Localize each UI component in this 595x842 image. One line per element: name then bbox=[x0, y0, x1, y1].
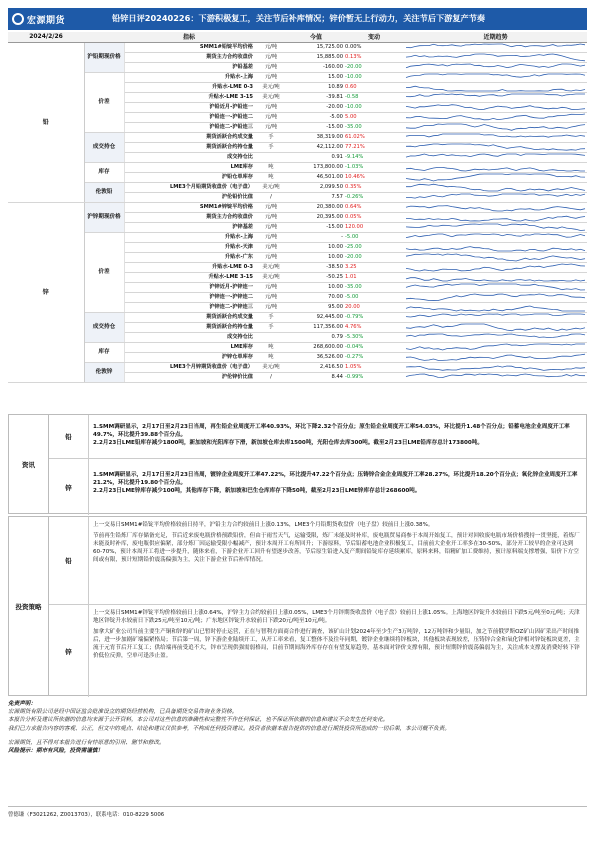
change-cell: 0.35% bbox=[344, 182, 404, 192]
change-cell: 5.00 bbox=[344, 112, 404, 122]
indicator-name: SMM1#锌锭平均价格 bbox=[124, 202, 254, 212]
strategy-zinc-block bbox=[49, 605, 586, 697]
value-cell: 0.79 bbox=[288, 332, 344, 342]
trend-sparkline bbox=[404, 92, 587, 102]
indicator-name: LME3个月铅期货收盘价（电子盘） bbox=[124, 182, 254, 192]
indicator-name: 升贴水-LME 3-15 bbox=[124, 92, 254, 102]
analyst-footer bbox=[8, 806, 587, 818]
unit-cell: 美元/吨 bbox=[254, 182, 288, 192]
value-cell: 10.00 bbox=[288, 242, 344, 252]
table-row bbox=[8, 202, 587, 212]
trend-sparkline bbox=[404, 322, 587, 332]
indicator-name: LME3个月锌期货收盘价（电子盘） bbox=[124, 362, 254, 372]
table-row bbox=[8, 312, 587, 322]
group-label: 库存 bbox=[84, 162, 124, 182]
trend-sparkline bbox=[404, 372, 587, 382]
group-label: 伦敦铅 bbox=[84, 182, 124, 202]
strategy-lead-text bbox=[93, 521, 580, 564]
trend-sparkline bbox=[404, 312, 587, 322]
table-row bbox=[8, 182, 587, 192]
change-cell: -0.79% bbox=[344, 312, 404, 322]
table-row bbox=[8, 42, 587, 52]
trend-sparkline bbox=[404, 82, 587, 92]
table-body bbox=[8, 42, 587, 382]
indicator-name: 沪铅连二-沪铅连三 bbox=[124, 122, 254, 132]
indicator-name: 期货主力合约收盘价 bbox=[124, 212, 254, 222]
trend-sparkline bbox=[404, 42, 587, 52]
strategy-zinc-para-1: 上一交易日SMM1#锌锭平均价格较前日上涨0.64%，沪锌主力合约较前日上涨0.05%，LME3个月锌期货收盘价（电子盘）较前日上涨1.05%。上海地区锌锭升水较前日下跌5元/吨至0元/吨；天津地区锌锭升水较前日下跌25元/吨至10元/吨；广东地区锌锭升水较前日下跌20元/吨至10元/吨。 bbox=[93, 610, 580, 624]
unit-cell: 元/吨 bbox=[254, 232, 288, 242]
unit-cell: 元/吨 bbox=[254, 282, 288, 292]
unit-cell: 元/吨 bbox=[254, 202, 288, 212]
value-cell: - bbox=[288, 232, 344, 242]
change-cell: 77.21% bbox=[344, 142, 404, 152]
change-cell: -9.14% bbox=[344, 152, 404, 162]
group-label: 成交持仓 bbox=[84, 132, 124, 162]
change-cell: -25.00 bbox=[344, 242, 404, 252]
trend-sparkline bbox=[404, 212, 587, 222]
indicator-name: 期货主力合约收盘价 bbox=[124, 52, 254, 62]
strategy-zinc-label: 锌 bbox=[49, 605, 89, 697]
indicator-name: SMM1#铅锭平均价格 bbox=[124, 42, 254, 52]
indicator-name: 升贴水-LME 0-3 bbox=[124, 82, 254, 92]
value-cell: 268,600.00 bbox=[288, 342, 344, 352]
change-cell: 0.13% bbox=[344, 52, 404, 62]
value-cell: 15,885.00 bbox=[288, 52, 344, 62]
strategy-section bbox=[8, 516, 587, 696]
trend-sparkline bbox=[404, 352, 587, 362]
unit-cell bbox=[254, 332, 288, 342]
trend-sparkline bbox=[404, 362, 587, 372]
indicator-name: 沪伦锌价比值 bbox=[124, 372, 254, 382]
value-cell: 36,526.00 bbox=[288, 352, 344, 362]
trend-sparkline bbox=[404, 152, 587, 162]
trend-sparkline bbox=[404, 122, 587, 132]
value-cell: -5.00 bbox=[288, 112, 344, 122]
logo-text: 宏源期货 bbox=[27, 15, 66, 26]
value-cell: 95.00 bbox=[288, 302, 344, 312]
unit-cell: 元/吨 bbox=[254, 292, 288, 302]
disclaimer-heading: 免责声明： bbox=[8, 701, 36, 707]
change-cell: -5.00 bbox=[344, 232, 404, 242]
unit-cell: 手 bbox=[254, 132, 288, 142]
change-cell: 1.01 bbox=[344, 272, 404, 282]
value-cell: 20,395.00 bbox=[288, 212, 344, 222]
unit-cell: 元/吨 bbox=[254, 62, 288, 72]
trend-sparkline bbox=[404, 172, 587, 182]
indicator-name: 沪伦铅价比值 bbox=[124, 192, 254, 202]
trend-sparkline bbox=[404, 302, 587, 312]
change-cell: -1.03% bbox=[344, 162, 404, 172]
indicator-name: 升贴水-天津 bbox=[124, 242, 254, 252]
unit-cell: 美元/吨 bbox=[254, 362, 288, 372]
news-lead-block bbox=[49, 415, 586, 459]
change-cell: 0.60 bbox=[344, 82, 404, 92]
report-header bbox=[8, 8, 587, 30]
indicator-name: 沪铅基差 bbox=[124, 62, 254, 72]
trend-sparkline bbox=[404, 182, 587, 192]
value-cell: 46,501.00 bbox=[288, 172, 344, 182]
table-row bbox=[8, 232, 587, 242]
date-header: 2024/2/26 bbox=[8, 32, 84, 42]
disclaimer-line-2: 本报告分析及建议所依据的信息均来源于公开资料，本公司对这些信息的准确性和完整性不作任何保证，也不保证所依据的信息和建议不会发生任何变化。 bbox=[8, 717, 389, 724]
change-cell: -35.00 bbox=[344, 122, 404, 132]
value-cell: -15.00 bbox=[288, 122, 344, 132]
change-cell: 61.02% bbox=[344, 132, 404, 142]
value-cell: 92,445.00 bbox=[288, 312, 344, 322]
indicator-name: 沪铅仓单库存 bbox=[124, 172, 254, 182]
trend-sparkline bbox=[404, 342, 587, 352]
indicator-name: 沪铅近月-沪铅连一 bbox=[124, 102, 254, 112]
strategy-zinc-para-2: 加拿大矿业公司当前主要生产铜和锌的矿山已暂时停止运营，正在与智利方面商合作进行调查，该矿山计划2024年至少生产3万吨锌，12万吨锌和少量铅，加之节前俄罗斯OZ矿山因矿采出产时间推后，进一步加剧矿端偏紧格局；节后第一周，锌下游企业陆续开工，从开工率来看，复工整体不及往年同期，镀锌企业继续将锌板块，其他板块表现较差，压铸锌合金和氧化锌相对锌锭板块更差，主流于元宵节后开工复工；供给端再前受追不大，锌市呈现供强需弱格局，目前节期间海外库存存在有望复原趋势，基本面对锌价支撑有限，预计短期锌价震荡偏弱为主，关注成本支撑及消费好转下锌价低位反弹，空单可逢涉止盈。 bbox=[93, 629, 580, 659]
disclaimer-line-3: 我们已力求报告内容的客观、公正，但文中的观点、结论和建议仅供参考，不构成任何投资建议。投资者依据本报告提供的信息进行期货投资所造成的一切后果，本公司概不负责。 bbox=[8, 725, 450, 732]
trend-sparkline bbox=[404, 332, 587, 342]
value-cell: 8.44 bbox=[288, 372, 344, 382]
indicator-name: 期货活跃合约成交量 bbox=[124, 132, 254, 142]
change-cell: -0.99% bbox=[344, 372, 404, 382]
indicator-header: 指标 bbox=[124, 32, 254, 42]
change-cell: 10.46% bbox=[344, 172, 404, 182]
trend-sparkline bbox=[404, 262, 587, 272]
indicator-name: 升贴水-LME 3-15 bbox=[124, 272, 254, 282]
news-lead-label: 铅 bbox=[49, 415, 89, 458]
trend-sparkline bbox=[404, 142, 587, 152]
unit-cell: 元/吨 bbox=[254, 252, 288, 262]
change-cell: -10.00 bbox=[344, 102, 404, 112]
change-cell: -5.30% bbox=[344, 332, 404, 342]
disclaimer-line-1: 宏源期货有限公司是经中国证监会批准设立的期货经营机构，已具备期货交易咨询业务资格。 bbox=[8, 709, 238, 716]
change-cell: -20.00 bbox=[344, 252, 404, 262]
value-cell: 7.57 bbox=[288, 192, 344, 202]
value-cell: -15.00 bbox=[288, 222, 344, 232]
indicator-name: LME库存 bbox=[124, 162, 254, 172]
indicator-name: 沪锌仓单库存 bbox=[124, 352, 254, 362]
value-cell: -50.25 bbox=[288, 272, 344, 282]
unit-cell: 美元/吨 bbox=[254, 262, 288, 272]
unit-cell: 手 bbox=[254, 322, 288, 332]
risk-warning: 风险提示：期市有风险，投资需谨慎！ bbox=[8, 748, 104, 755]
trend-sparkline bbox=[404, 52, 587, 62]
unit-cell: / bbox=[254, 192, 288, 202]
unit-cell: 元/吨 bbox=[254, 212, 288, 222]
change-cell: -0.58 bbox=[344, 92, 404, 102]
value-header: 今值 bbox=[288, 32, 344, 42]
trend-sparkline bbox=[404, 292, 587, 302]
unit-cell bbox=[254, 152, 288, 162]
news-lead-item-1: 1.SMM调研显示，2月17日至2月23日当周，再生铅企业周度开工率40.93%，环比下降2.32个百分点；原生铅企业周度开工率54.03%，环比提升1.48个百分点；铅蓄电池企业周度开工率49.7%，环比提升39.88个百分点。 bbox=[93, 424, 570, 438]
value-cell: -38.50 bbox=[288, 262, 344, 272]
change-cell: -10.00 bbox=[344, 72, 404, 82]
unit-cell: 元/吨 bbox=[254, 222, 288, 232]
value-cell: 10.89 bbox=[288, 82, 344, 92]
trend-header: 近期趋势 bbox=[404, 32, 587, 42]
table-row bbox=[8, 72, 587, 82]
indicator-name: 期货活跃合约持仓量 bbox=[124, 142, 254, 152]
table-row bbox=[8, 162, 587, 172]
group-label: 成交持仓 bbox=[84, 312, 124, 342]
news-zinc-item-1: 1.SMM调研显示，2月17日至2月23日当周，镀锌企业周度开工率47.22%，环比提升47.22个百分点；压铸锌合金企业周度开工率28.27%，环比提升18.20个百分点；氧化锌企业周度开工率21.2%，环比提升19.80个百分点。 bbox=[93, 472, 578, 486]
unit-cell: 吨 bbox=[254, 172, 288, 182]
group-label: 沪锌期现价格 bbox=[84, 202, 124, 232]
unit-cell: 吨 bbox=[254, 162, 288, 172]
unit-cell: 元/吨 bbox=[254, 52, 288, 62]
change-cell: -0.27% bbox=[344, 352, 404, 362]
value-cell: -160.00 bbox=[288, 62, 344, 72]
unit-cell: 美元/吨 bbox=[254, 92, 288, 102]
change-cell: 120.00 bbox=[344, 222, 404, 232]
trend-sparkline bbox=[404, 232, 587, 242]
disclaimer bbox=[8, 700, 587, 755]
change-cell: 0.00% bbox=[344, 42, 404, 52]
trend-sparkline bbox=[404, 272, 587, 282]
trend-sparkline bbox=[404, 102, 587, 112]
strategy-lead-para-1: 上一交易日SMM1#铅锭平均价格较前日持平，沪铅主力合约较前日上涨0.13%，LME3个月铅期货收盘价（电子盘）较前日上涨0.38%。 bbox=[93, 522, 434, 528]
value-cell: 10.00 bbox=[288, 252, 344, 262]
value-cell: 38,319.00 bbox=[288, 132, 344, 142]
trend-sparkline bbox=[404, 252, 587, 262]
strategy-lead-label: 铅 bbox=[49, 517, 89, 604]
unit-cell: 美元/吨 bbox=[254, 272, 288, 282]
indicator-name: LME库存 bbox=[124, 342, 254, 352]
indicator-name: 期货活跃合约持仓量 bbox=[124, 322, 254, 332]
unit-cell: / bbox=[254, 372, 288, 382]
change-cell: 0.05% bbox=[344, 212, 404, 222]
trend-sparkline bbox=[404, 202, 587, 212]
value-cell: 2,099.50 bbox=[288, 182, 344, 192]
trend-sparkline bbox=[404, 132, 587, 142]
unit-cell: 元/吨 bbox=[254, 72, 288, 82]
strategy-lead-block bbox=[49, 517, 586, 605]
change-cell: 20.00 bbox=[344, 302, 404, 312]
unit-cell: 美元/吨 bbox=[254, 82, 288, 92]
unit-cell: 吨 bbox=[254, 352, 288, 362]
market-data-table bbox=[8, 32, 587, 383]
analyst-contact: 曾德谦（F3021262, Z0013703），联系电话：010-8229 5006 bbox=[8, 812, 165, 818]
unit-cell: 手 bbox=[254, 312, 288, 322]
news-zinc-text bbox=[93, 471, 580, 495]
value-cell: 173,800.00 bbox=[288, 162, 344, 172]
news-lead-text bbox=[93, 423, 580, 447]
news-zinc-block bbox=[49, 459, 586, 515]
change-cell: 1.05% bbox=[344, 362, 404, 372]
group-label: 库存 bbox=[84, 342, 124, 362]
unit-cell: 元/吨 bbox=[254, 112, 288, 122]
section-label: 铅 bbox=[8, 42, 84, 202]
group-label: 价差 bbox=[84, 72, 124, 132]
change-cell: -20.00 bbox=[344, 62, 404, 72]
table-row bbox=[8, 342, 587, 352]
company-logo bbox=[12, 11, 78, 27]
table-header-row bbox=[8, 32, 587, 42]
unit-cell: 元/吨 bbox=[254, 42, 288, 52]
unit-cell: 元/吨 bbox=[254, 102, 288, 112]
news-section bbox=[8, 414, 587, 514]
indicator-name: 期货活跃合约成交量 bbox=[124, 312, 254, 322]
section-label: 锌 bbox=[8, 202, 84, 382]
indicator-name: 沪锌基差 bbox=[124, 222, 254, 232]
value-cell: 2,416.50 bbox=[288, 362, 344, 372]
group-label: 价差 bbox=[84, 232, 124, 312]
value-cell: 0.91 bbox=[288, 152, 344, 162]
strategy-lead-para-2: 节前再生铅炼厂库存储备充足，节后近来废电瓶价格预跌铅价，但由于雨雪天气，运输受限，炼厂未能及时补库，废电瓶贸易商参于本周开始复工，预计对回收废电瓶市场价格搜持一贯坚挺，着炼厂未能及时补库，废电瓶供应偏紧，部分炼厂因运输受限小幅减产，预计本周开工有所回升；下游原料，节后铅蓄电池企业积极复工，目前前大企业开工率多在30-50%，部分开工较早的企业可达到60-70%，预计本周开工将进一步提升，随体来看，下游企业开工回升有望逐步改善，节后原生铅进入复产期间铅锭库存延续累库，原料来料，铅精矿加工费维持，预计原料端支撑增强，铅价下方空间或有限，预计短期铅价震荡偏强为主，关注下游企业节后补库情况。 bbox=[93, 533, 580, 563]
indicator-name: 升贴水-上海 bbox=[124, 232, 254, 242]
indicator-name: 沪锌近月-沪锌连一 bbox=[124, 282, 254, 292]
value-cell: 117,356.00 bbox=[288, 322, 344, 332]
trend-sparkline bbox=[404, 222, 587, 232]
value-cell: 20,380.00 bbox=[288, 202, 344, 212]
news-zinc-item-2: 2.2月23日LME锌库存减少100吨，其他库存下降，新加坡和巴生仓库库存下降50吨，截至2月23日LME锌库存总计268600吨。 bbox=[93, 488, 421, 494]
indicator-name: 升贴水-上海 bbox=[124, 72, 254, 82]
change-cell: -35.00 bbox=[344, 282, 404, 292]
value-cell: 10.00 bbox=[288, 282, 344, 292]
unit-cell: 元/吨 bbox=[254, 302, 288, 312]
unit-cell: 元/吨 bbox=[254, 242, 288, 252]
value-cell: -39.81 bbox=[288, 92, 344, 102]
value-cell: 42,112.00 bbox=[288, 142, 344, 152]
group-label: 伦敦锌 bbox=[84, 362, 124, 382]
change-cell: 4.76% bbox=[344, 322, 404, 332]
trend-sparkline bbox=[404, 242, 587, 252]
indicator-name: 成交持仓比 bbox=[124, 332, 254, 342]
change-cell: 0.64% bbox=[344, 202, 404, 212]
change-cell: -0.04% bbox=[344, 342, 404, 352]
table-row bbox=[8, 132, 587, 142]
trend-sparkline bbox=[404, 282, 587, 292]
news-lead-item-2: 2.2月23日LME铅库存减少1800吨，新加坡和光阳库存下滑，新加坡仓库去库1500吨，光阳仓库去库300吨。截至2月23日LME铅库存总计173800吨。 bbox=[93, 440, 483, 446]
trend-sparkline bbox=[404, 192, 587, 202]
change-cell: -0.26% bbox=[344, 192, 404, 202]
change-cell: -5.00 bbox=[344, 292, 404, 302]
news-label: 资讯 bbox=[9, 415, 49, 513]
indicator-name: 沪铅连一-沪铅连二 bbox=[124, 112, 254, 122]
indicator-name: 成交持仓比 bbox=[124, 152, 254, 162]
value-cell: 15.00 bbox=[288, 72, 344, 82]
indicator-name: 沪锌连二-沪锌连三 bbox=[124, 302, 254, 312]
indicator-name: 升贴水-LME 0-3 bbox=[124, 262, 254, 272]
group-label: 沪铅期现价格 bbox=[84, 42, 124, 72]
unit-cell: 吨 bbox=[254, 342, 288, 352]
unit-cell: 手 bbox=[254, 142, 288, 152]
logo-mark-icon bbox=[12, 13, 24, 25]
value-cell: -20.00 bbox=[288, 102, 344, 112]
value-cell: 15,725.00 bbox=[288, 42, 344, 52]
trend-sparkline bbox=[404, 62, 587, 72]
strategy-label: 投资策略 bbox=[9, 517, 49, 695]
value-cell: 70.00 bbox=[288, 292, 344, 302]
strategy-zinc-text bbox=[93, 609, 580, 660]
change-header: 变动 bbox=[344, 32, 404, 42]
indicator-name: 升贴水-广东 bbox=[124, 252, 254, 262]
trend-sparkline bbox=[404, 162, 587, 172]
trend-sparkline bbox=[404, 112, 587, 122]
disclaimer-line-4: 宏源期货，且不得对本报告进行有悖原意的引用、删节和修改。 bbox=[8, 739, 165, 746]
news-zinc-label: 锌 bbox=[49, 459, 89, 515]
table-row bbox=[8, 362, 587, 372]
change-cell: 3.25 bbox=[344, 262, 404, 272]
trend-sparkline bbox=[404, 72, 587, 82]
unit-cell: 元/吨 bbox=[254, 122, 288, 132]
indicator-name: 沪锌连一-沪锌连二 bbox=[124, 292, 254, 302]
report-title: 铅锌日评20240226：下游积极复工，关注节后补库情况；锌价暂无上行动力，关注节后下游复产节奏 bbox=[112, 13, 486, 23]
